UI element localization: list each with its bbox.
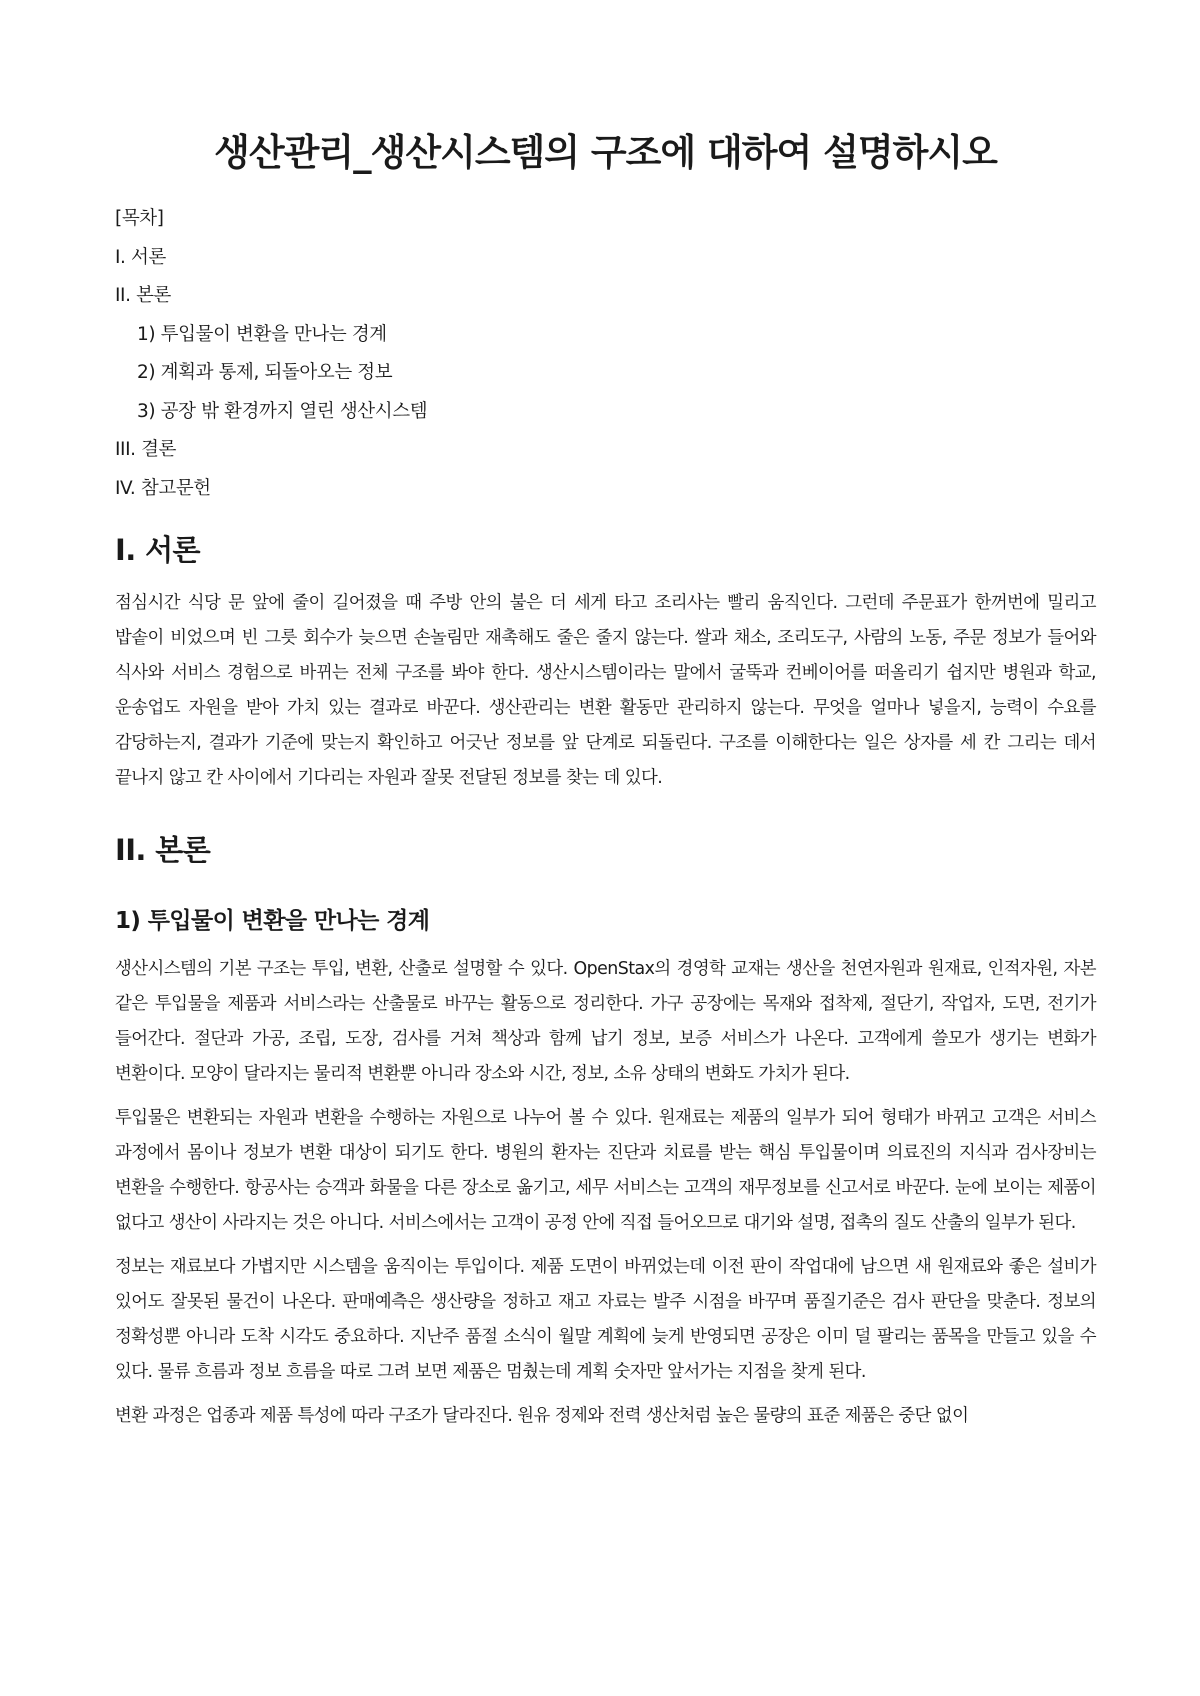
toc-item-subsection-3: 3) 공장 밖 환경까지 열린 생산시스템 [137,400,428,422]
body-paragraph: 변환 과정은 업종과 제품 특성에 따라 구조가 달라진다. 원유 정제와 전력 생산처럼 높은 물량의 표준 제품은 중단 없이 [115,1406,969,1426]
toc-item-introduction: I. 서론 [115,246,166,268]
toc-item-subsection-2: 2) 계획과 통제, 되돌아오는 정보 [137,362,393,383]
subsection-1-heading: 1) 투입물이 변환을 만나는 경계 [115,908,430,934]
body-heading: II. 본론 [115,833,211,867]
introduction-paragraph: 점심시간 식당 문 앞에 줄이 길어졌을 때 주방 안의 불은 더 세게 타고 조리사는 빨리 움직인다. 그런데 주문표가 한꺼번에 밀리고 밥솥이 비었으며 빈 그릇 회수가 늦으면 손놀림만 재촉해도 줄은 줄지 않는다. 쌀과 채소, 조리도구, 사람의 노동, 주문 정보가 들어와 식사와 서비스 경험으로 바뀌는 전체 구조를 봐야 한다. 생산시스템이라는 말에서 굴뚝과 컨베이어를 떠올리기 쉽지만 병원과 학교, 운송업도 자원을 받아 가치 있는 결과로 바꾼다. 생산관리는 변환 활동만 관리하지 않는다. 무엇을 얼마나 넣을지, 능력이 수요를 감당하는지, 결과가 기준에 맞는지 확인하고 어긋난 정보를 앞 단계로 되돌린다. 구조를 이해한다는 일은 상자를 세 칸 그리는 데서 끝나지 않고 칸 사이에서 기다리는 자원과 잘못 전달된 정보를 찾는 데 있다. [115,593,1096,788]
body-paragraph: 정보는 재료보다 가볍지만 시스템을 움직이는 투입이다. 제품 도면이 바뀌었는데 이전 판이 작업대에 남으면 새 원재료와 좋은 설비가 있어도 잘못된 물건이 나온다. 판매예측은 생산량을 정하고 재고 자료는 발주 시점을 바꾸며 품질기준은 검사 판단을 맞춘다. 정보의 정확성뿐 아니라 도착 시각도 중요하다. 지난주 품절 소식이 월말 계획에 늦게 반영되면 공장은 이미 덜 팔리는 품목을 만들고 있을 수 있다. 물류 흐름과 정보 흐름을 따로 그려 보면 제품은 멈췄는데 계획 숫자만 앞서가는 지점을 찾게 된다. [115,1257,1096,1382]
toc-item-conclusion: III. 결론 [115,439,177,460]
body-paragraph: 투입물은 변환되는 자원과 변환을 수행하는 자원으로 나누어 볼 수 있다. 원재료는 제품의 일부가 되어 형태가 바뀌고 고객은 서비스 과정에서 몸이나 정보가 변환 대상이 되기도 한다. 병원의 환자는 진단과 치료를 받는 핵심 투입물이며 의료진의 지식과 검사장비는 변환을 수행한다. 항공사는 승객과 화물을 다른 장소로 옮기고, 세무 서비스는 고객의 재무정보를 신고서로 바꾼다. 눈에 보이는 제품이 없다고 생산이 사라지는 것은 아니다. 서비스에서는 고객이 공정 안에 직접 들어오므로 대기와 설명, 접촉의 질도 산출의 일부가 된다. [115,1108,1096,1233]
introduction-heading: I. 서론 [115,533,200,567]
table-of-contents [115,200,1096,508]
document-title: 생산관리_생산시스템의 구조에 대하여 설명하시오 [214,131,997,174]
toc-item-references: IV. 참고문헌 [115,477,211,499]
toc-item-subsection-1: 1) 투입물이 변환을 만나는 경계 [137,323,387,345]
body-paragraph: 생산시스템의 기본 구조는 투입, 변환, 산출로 설명할 수 있다. OpenStax의 경영학 교재는 생산을 천연자원과 원재료, 인적자원, 자본 같은 투입물을 제품과 서비스라는 산출물로 바꾸는 활동으로 정리한다. 가구 공장에는 목재와 접착제, 절단기, 작업자, 도면, 전기가 들어간다. 절단과 가공, 조립, 도장, 검사를 거쳐 책상과 함께 납기 정보, 보증 서비스가 나온다. 고객에게 쓸모가 생기는 변화가 변환이다. 모양이 달라지는 물리적 변환뿐 아니라 장소와 시간, 정보, 소유 상태의 변화도 가치가 된다. [115,959,1096,1084]
toc-item-body: II. 본론 [115,285,172,306]
toc-label: [목차] [115,208,164,229]
